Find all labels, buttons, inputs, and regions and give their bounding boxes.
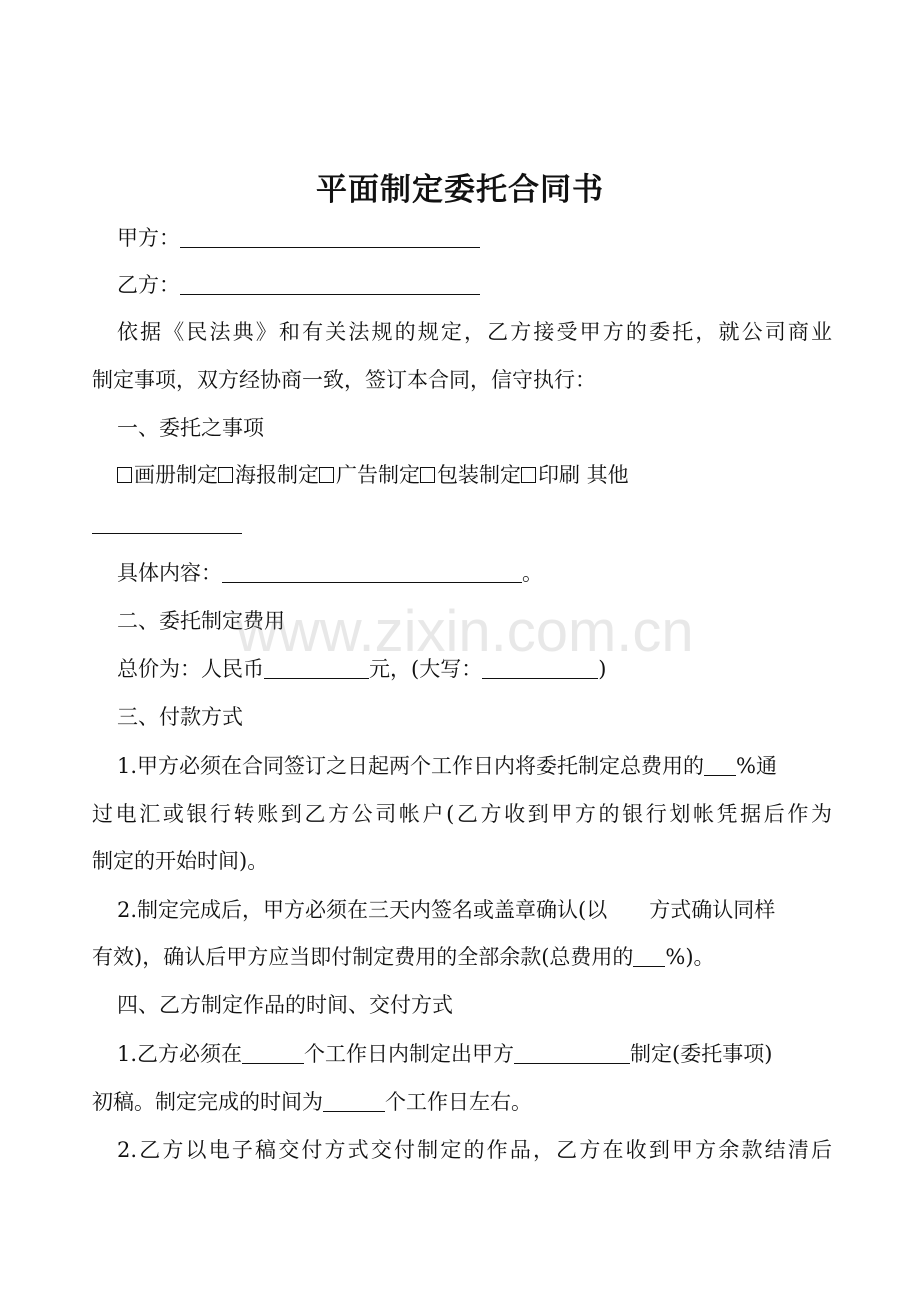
section-4-heading: 四、乙方制定作品的时间、交付方式 (117, 993, 453, 1017)
watermark: www.zixin.com.cn (236, 599, 694, 664)
content-label: 具体内容： (117, 561, 222, 585)
delivery-item-blank[interactable] (514, 1042, 630, 1064)
party-a-label: 甲方： (117, 226, 180, 250)
payment-2-text-2-end: %)。 (665, 945, 715, 969)
completion-days-blank[interactable] (323, 1090, 385, 1112)
delivery-days-blank[interactable] (242, 1042, 304, 1064)
delivery-2-line-1: 2.乙方以电子稿交付方式交付制定的作品，乙方在收到甲方余款结清后 (117, 1138, 832, 1162)
delivery-1-line-1 (117, 1039, 832, 1069)
delivery-1-line-2 (92, 1087, 832, 1117)
payment-1-line-3: 制定的开始时间)。 (92, 849, 269, 873)
options-line (117, 460, 832, 490)
option-label: 海报制定 (235, 463, 319, 487)
delivery-1-text-mid: 个工作日内制定出甲方 (304, 1042, 515, 1066)
payment-1-percent-blank[interactable] (704, 754, 736, 776)
price-close: ) (598, 657, 607, 681)
content-end: 。 (522, 561, 543, 585)
payment-1-line-1 (117, 751, 832, 781)
price-unit: 元，(大写： (369, 657, 483, 681)
payment-2-line-2 (92, 942, 832, 972)
party-a-line (117, 223, 832, 253)
payment-2-line-1 (117, 895, 832, 925)
party-b-blank[interactable] (180, 273, 480, 295)
party-b-line (117, 270, 832, 300)
party-b-label: 乙方： (117, 273, 180, 297)
price-label: 总价为：人民币 (117, 657, 264, 681)
checkbox-icon[interactable] (117, 467, 132, 483)
payment-1-text: 1.甲方必须在合同签订之日起两个工作日内将委托制定总费用的 (117, 754, 705, 778)
option-label: 广告制定 (336, 463, 420, 487)
payment-1-text-end: %通 (736, 754, 778, 778)
other-blank[interactable] (92, 533, 242, 534)
section-1-heading: 一、委托之事项 (117, 416, 264, 440)
payment-2-percent-blank[interactable] (633, 945, 665, 967)
intro-line-2: 制定事项，双方经协商一致，签订本合同，信守执行： (92, 368, 596, 392)
intro-line-1: 依据《民法典》和有关法规的规定，乙方接受甲方的委托，就公司商业 (117, 320, 832, 344)
content-blank[interactable] (222, 561, 522, 583)
document-title: 平面制定委托合同书 (316, 172, 604, 208)
delivery-1-text-end: 制定(委托事项) (630, 1042, 773, 1066)
delivery-1-text-2: 初稿。制定完成的时间为 (92, 1090, 323, 1114)
checkbox-icon[interactable] (521, 467, 536, 483)
payment-2-text-end: 方式确认同样 (649, 898, 776, 922)
delivery-1-text-2-end: 个工作日左右。 (385, 1090, 532, 1114)
payment-2-text: 2.制定完成后，甲方必须在三天内签名或盖章确认(以 (117, 898, 608, 922)
party-a-blank[interactable] (180, 226, 480, 248)
content-line (117, 558, 832, 588)
option-label: 印刷 (538, 463, 580, 487)
delivery-1-text: 1.乙方必须在 (117, 1042, 243, 1066)
option-other-label: 其他 (580, 463, 629, 487)
section-3-heading: 三、付款方式 (117, 705, 243, 729)
option-label: 画册制定 (134, 463, 218, 487)
payment-2-text-2: 有效)，确认后甲方应当即付制定费用的全部余款(总费用的 (92, 945, 634, 969)
section-2-heading: 二、委托制定费用 (117, 609, 285, 633)
checkbox-icon[interactable] (420, 467, 435, 483)
payment-1-line-2: 过电汇或银行转账到乙方公司帐户(乙方收到甲方的银行划帐凭据后作为 (92, 802, 832, 826)
checkbox-icon[interactable] (218, 467, 233, 483)
checkbox-icon[interactable] (319, 467, 334, 483)
option-label: 包装制定 (437, 463, 521, 487)
